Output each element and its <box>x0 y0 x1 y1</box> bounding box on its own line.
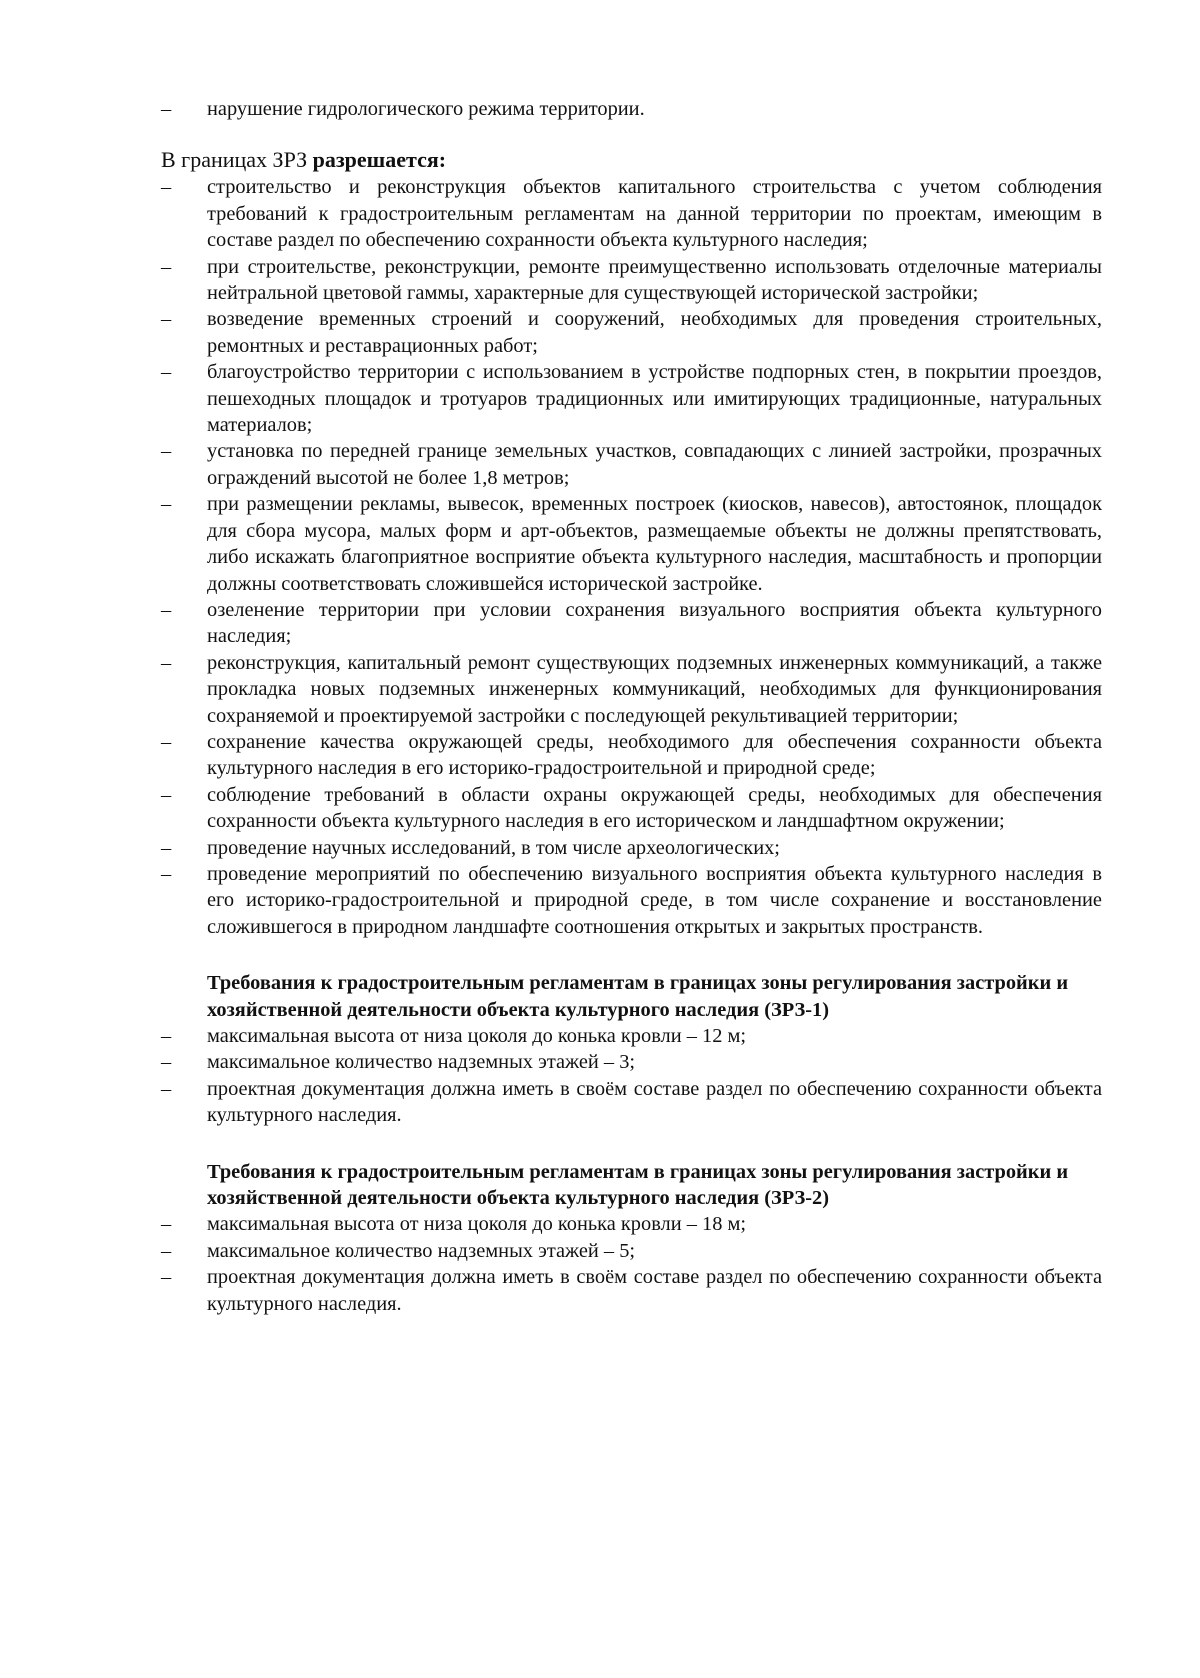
list-item <box>161 597 1102 650</box>
list-item <box>161 254 1102 307</box>
list-dash: – <box>161 1239 172 1262</box>
list-dash: – <box>161 1213 172 1236</box>
list-dash: – <box>161 783 172 806</box>
list-dash: – <box>161 1025 172 1047</box>
list-item-text: при строительстве, реконструкции, ремонте преимущественно использовать отделочные материалы нейтральной цветовой гаммы, характерные для существующей исторической застройки; <box>207 255 1102 305</box>
zrz1-list <box>161 1023 1102 1129</box>
list-item-text: максимальное количество надземных этажей – 5; <box>207 1239 636 1262</box>
list-item <box>161 96 1102 122</box>
list-dash: – <box>161 308 172 331</box>
list-item <box>161 359 1102 438</box>
list-item-text: проведение научных исследований, в том числе археологических; <box>207 836 780 859</box>
list-item-text: озеленение территории при условии сохранения визуального восприятия объекта культурного наследия; <box>207 598 1102 648</box>
zrz2-list <box>161 1211 1102 1317</box>
list-dash: – <box>161 440 172 463</box>
list-dash: – <box>161 651 172 674</box>
list-item-text: максимальная высота от низа цоколя до конька кровли – 18 м; <box>207 1213 747 1236</box>
list-dash: – <box>161 98 172 120</box>
list-dash: – <box>161 730 172 753</box>
list-item-text: нарушение гидрологического режима территории. <box>207 98 645 120</box>
list-item-text: при размещении рекламы, вывесок, временных построек (киосков, навесов), автостоянок, площадок для сбора мусора, малых форм и арт-объектов, размещаемые объекты не должны препятствовать, либо искажать благоприятное восприятие объекта культурного наследия, масштабность и пропорции должны соответствовать сложившейся исторической застройке. <box>207 493 1102 595</box>
allowed-intro-bold: разрешается: <box>312 147 447 173</box>
list-dash: – <box>161 493 172 516</box>
list-item <box>161 438 1102 491</box>
list-item-text: благоустройство территории с использованием в устройстве подпорных стен, в покрытии проездов, пешеходных площадок и тротуаров традиционных или имитирующих традиционные, натуральных материалов; <box>207 361 1102 437</box>
list-item-text: соблюдение требований в области охраны окружающей среды, необходимых для обеспечения сохранности объекта культурного наследия в его историческом и ландшафтном окружении; <box>207 783 1102 833</box>
list-item <box>161 174 1102 253</box>
list-item-text: реконструкция, капитальный ремонт существующих подземных инженерных коммуникаций, а также прокладка новых подземных инженерных коммуникаций, необходимых для функционирования сохраняемой и проектируемой застройки с последующей рекультивацией территории; <box>207 651 1102 727</box>
list-item <box>161 1023 1102 1049</box>
list-item-text: проектная документация должна иметь в своём составе раздел по обеспечению сохранности объекта культурного наследия. <box>207 1266 1102 1315</box>
list-item <box>161 1238 1102 1264</box>
list-dash: – <box>161 836 172 859</box>
list-item <box>161 861 1102 940</box>
list-dash: – <box>161 862 172 885</box>
list-dash: – <box>161 598 172 621</box>
list-item-text: максимальная высота от низа цоколя до конька кровли – 12 м; <box>207 1025 747 1047</box>
list-item <box>161 1211 1102 1237</box>
list-item-text: максимальное количество надземных этажей – 3; <box>207 1051 636 1074</box>
list-item <box>161 650 1102 729</box>
list-dash: – <box>161 1266 172 1289</box>
list-dash: – <box>161 1051 172 1074</box>
list-item-text: строительство и реконструкция объектов капитального строительства с учетом соблюдения требований к градостроительным регламентам на данной территории по проектам, имеющим в составе раздел по обеспечению сохранности объекта культурного наследия; <box>207 176 1102 252</box>
allowed-intro-prefix: В границах ЗРЗ <box>161 147 313 173</box>
list-dash: – <box>161 255 172 278</box>
allowed-list <box>161 174 1102 940</box>
list-dash: – <box>161 361 172 384</box>
list-item-text: возведение временных строений и сооружений, необходимых для проведения строительных, ремонтных и реставрационных работ; <box>207 308 1102 357</box>
list-dash: – <box>161 1077 172 1100</box>
list-item-text: установка по передней границе земельных участков, совпадающих с линией застройки, прозрачных ограждений высотой не более 1,8 метров; <box>207 440 1102 489</box>
list-item-text: сохранение качества окружающей среды, необходимого для обеспечения сохранности объекта культурного наследия в его историко-градостроительной и природной среде; <box>207 730 1102 780</box>
allowed-intro <box>161 146 1102 174</box>
list-item <box>161 1049 1102 1075</box>
list-item <box>161 491 1102 597</box>
list-item <box>161 1076 1102 1129</box>
list-item-text: проектная документация должна иметь в своём составе раздел по обеспечению сохранности объекта культурного наследия. <box>207 1077 1102 1127</box>
list-item <box>161 729 1102 782</box>
list-item <box>161 782 1102 835</box>
list-item <box>161 306 1102 359</box>
zrz1-heading: Требования к градостроительным регламентам в границах зоны регулирования застройки и хозяйственной деятельности объекта культурного наследия (ЗРЗ-1) <box>207 972 1069 1021</box>
list-item <box>161 1264 1102 1317</box>
list-dash: – <box>161 176 172 199</box>
zrz2-heading: Требования к градостроительным регламентам в границах зоны регулирования застройки и хозяйственной деятельности объекта культурного наследия (ЗРЗ-2) <box>207 1160 1069 1210</box>
list-item-text: проведение мероприятий по обеспечению визуального восприятия объекта культурного наследия в его историко-градостроительной и природной среде, в том числе сохранение и восстановление сложившегося в природном ландшафте соотношения открытых и закрытых пространств. <box>207 862 1102 938</box>
list-item <box>161 835 1102 861</box>
